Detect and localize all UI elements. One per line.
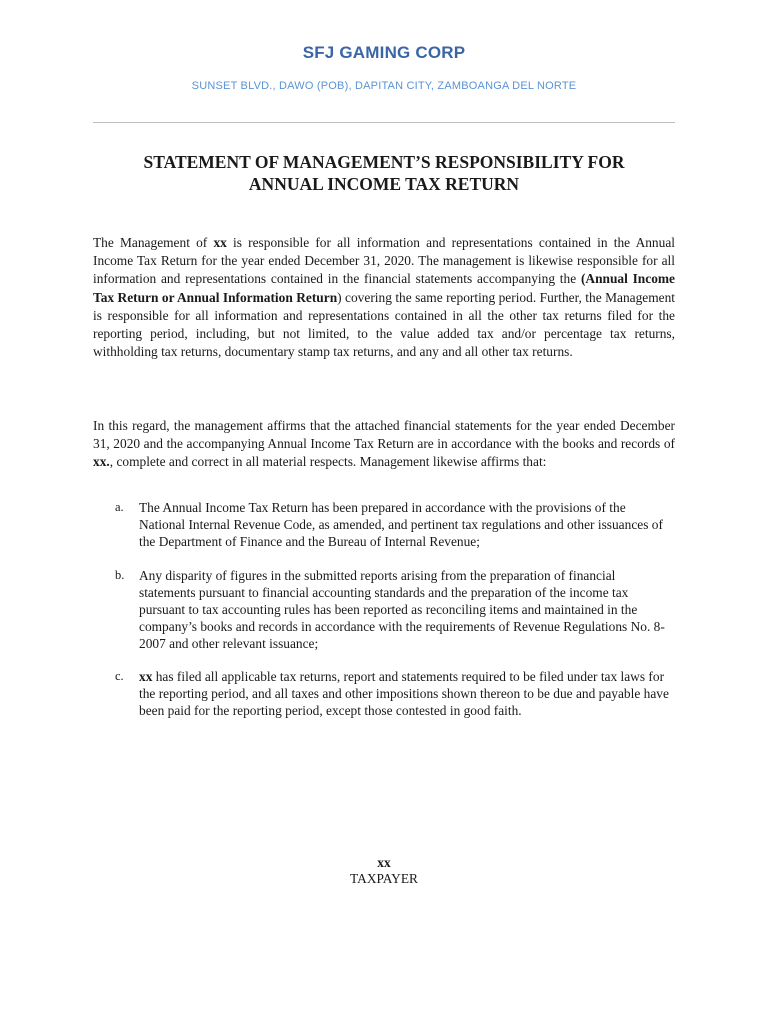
title-line-2: ANNUAL INCOME TAX RETURN <box>248 174 520 194</box>
signatory-name: xx <box>377 855 391 870</box>
list-marker: b. <box>115 568 125 582</box>
list-item <box>93 567 675 652</box>
company-placeholder: xx. <box>93 454 110 470</box>
header-divider <box>93 122 675 123</box>
company-address: SUNSET BLVD., DAWO (POB), DAPITAN CITY, ZAMBOANGA DEL NORTE <box>191 80 577 92</box>
list-marker: c. <box>115 669 124 683</box>
list-marker: a. <box>115 500 124 514</box>
company-placeholder: xx <box>139 669 153 684</box>
list-item-body: has filed all applicable tax returns, report and statements required to be filed under tax laws for the reporting period, and all taxes and other impositions shown thereon to be due and payable have been paid for the reporting period, except those contested in good faith. <box>139 669 669 718</box>
para1-text-2: is responsible for all information and representations contained in the Annual Income Tax Return for the year ended December 31, 2020. The management is likewise responsible for all information and representations contained in the financial statements accompanying the <box>93 235 675 287</box>
list-item-text: Any disparity of figures in the submitted reports arising from the preparation of financial statements pursuant to financial accounting standards and the preparation of the income tax pursuant to tax accounting rules has been reported as reconciling items and maintained in the company’s books and records in accordance with the requirements of Revenue Regulations No. 8-2007 and other relevant issuance; <box>139 568 665 651</box>
para2-text-2: , complete and correct in all material respects. Management likewise affirms that: <box>109 454 547 470</box>
list-item <box>93 499 675 550</box>
company-name: SFJ GAMING CORP <box>302 43 466 62</box>
para2-text-1: In this regard, the management affirms that the attached financial statements for the year ended December 31, 2020 and the accompanying Annual Income Tax Return are in accordance with the books and records of <box>93 418 675 452</box>
para1-text-3: ) covering the same reporting period. Further, the Management is responsible for all information and representations contained in all the other tax returns filed for the reporting period, including, but not limited, to the value added tax and/or percentage tax returns, withholding tax returns, documentary stamp tax returns, and any and all other tax returns. <box>93 289 675 360</box>
return-type-reference: (Annual Income Tax Return or Annual Information Return <box>93 271 675 305</box>
signatory-title: TAXPAYER <box>350 871 418 886</box>
company-placeholder: xx <box>213 235 227 250</box>
list-item-text: The Annual Income Tax Return has been prepared in accordance with the provisions of the National Internal Revenue Code, as amended, and pertinent tax regulations and other issuances of the Department of Finance and the Bureau of Internal Revenue; <box>139 500 663 549</box>
para1-text-1: The Management of <box>93 235 214 250</box>
affirmation-paragraph <box>93 417 675 472</box>
list-item <box>93 668 675 719</box>
responsibility-paragraph <box>93 234 675 361</box>
document-title <box>93 151 675 195</box>
title-line-1: STATEMENT OF MANAGEMENT’S RESPONSIBILITY FOR <box>143 152 625 172</box>
list-item-text <box>139 668 675 719</box>
